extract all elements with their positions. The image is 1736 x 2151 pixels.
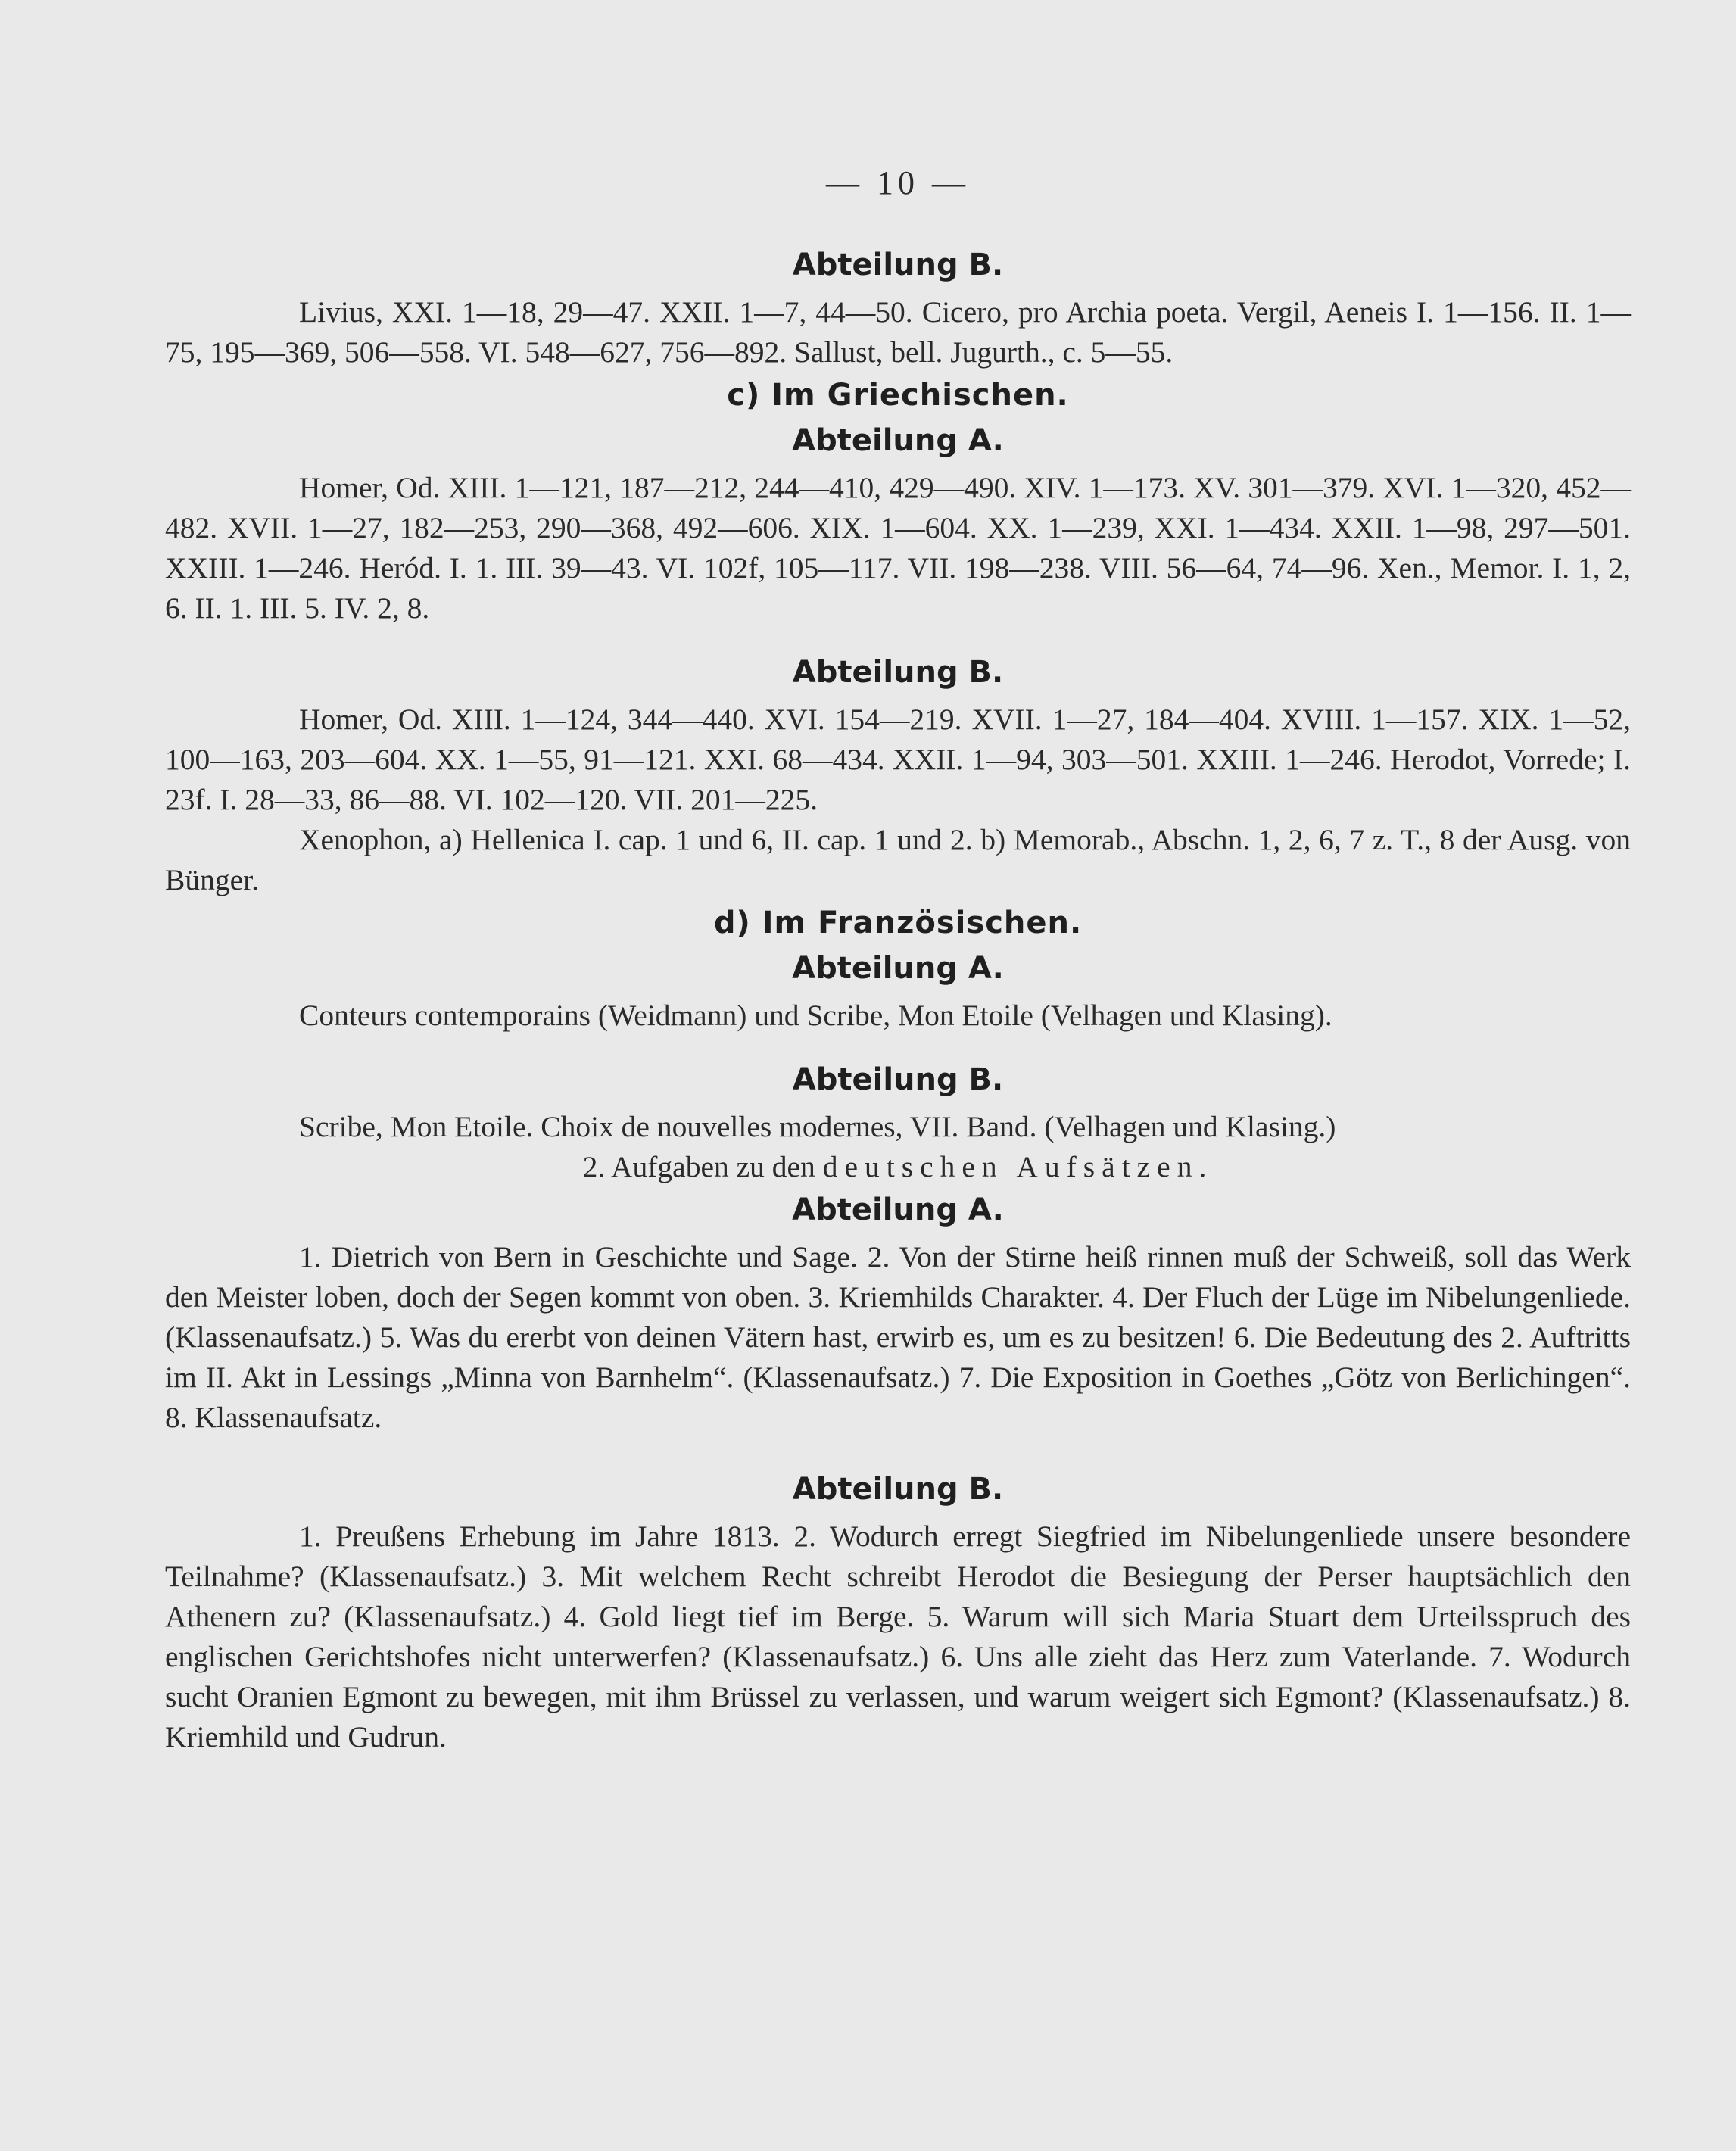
essays-a-text: 1. Dietrich von Bern in Geschichte und Sage. 2. Von der Stirne heiß rinnen muß der Schweiß, soll das Werk den Meister loben, doch der Segen kommt von oben. 3. Kriemhilds Charakter. 4. Der Fluch der Lüge im Nibelungenliede. (Klassenaufsatz.) 5. Was du ererbt von deinen Vätern hast, erwirb es, um es zu besitzen! 6. Die Bedeutung des 2. Auftritts im II. Akt in Lessings „Minna von Barnhelm“. (Klassenaufsatz.) 7. Die Exposition in Goethes „Götz von Berlichingen“. 8. Klassenaufsatz. <box>165 1240 1631 1434</box>
french-b-heading: Abteilung B. <box>792 1062 1004 1097</box>
greek-a-text: Homer, Od. XIII. 1—121, 187—212, 244—410, 429—490. XIV. 1—173. XV. 301—379. XVI. 1—320, 452—482. XVII. 1—27, 182—253, 290—368, 492—606. XIX. 1—604. XX. 1—239, XXI. 1—434. XXII. 1—98, 297—501. XXIII. 1—246. Heród. I. 1. III. 39—43. VI. 102f, 105—117. VII. 198—238. VIII. 56—64, 74—96. Xen., Memor. I. 1, 2, 6. II. 1. III. 5. IV. 2, 8. <box>165 471 1631 625</box>
french-a-heading: Abteilung A. <box>792 951 1004 986</box>
french-a-text: Conteurs contemporains (Weidmann) und Scribe, Mon Etoile (Velhagen und Klasing). <box>299 999 1332 1032</box>
greek-b-text-xenophon: Xenophon, a) Hellenica I. cap. 1 und 6, II. cap. 1 und 2. b) Memorab., Abschn. 1, 2, 6, 7 z. T., 8 der Ausg. von Bünger. <box>165 823 1631 896</box>
essays-a-heading: Abteilung A. <box>792 1192 1004 1227</box>
french-section-title: d) Im Französischen. <box>713 906 1083 940</box>
essays-b-text: 1. Preußens Erhebung im Jahre 1813. 2. Wodurch erregt Siegfried im Nibelungenliede unsere besondere Teilnahme? (Klassenaufsatz.) 3. Mit welchem Recht schreibt Herodot die Besiegung der Perser hauptsächlich den Athenern zu? (Klassenaufsatz.) 4. Gold liegt tief im Berge. 5. Warum will sich Maria Stuart dem Urteilsspruch des englischen Gerichtshofes nicht unterwerfen? (Klassenaufsatz.) 6. Uns alle zieht das Herz zum Vaterlande. 7. Wodurch sucht Oranien Egmont zu bewegen, mit ihm Brüssel zu verlassen, und warum weigert sich Egmont? (Klassenaufsatz.) 8. Kriemhild und Gudrun. <box>165 1520 1631 1754</box>
page-number: — 10 — <box>826 164 970 201</box>
greek-section-title: c) Im Griechischen. <box>727 378 1069 413</box>
essays-section-title <box>165 1147 1631 1187</box>
page-content <box>165 159 1631 1757</box>
greek-b-heading: Abteilung B. <box>792 655 1004 690</box>
essays-title-spaced: deutschen Aufsätzen. <box>822 1150 1214 1183</box>
essays-title-prefix: 2. Aufgaben zu den <box>582 1150 815 1183</box>
greek-b-text: Homer, Od. XIII. 1—124, 344—440. XVI. 154—219. XVII. 1—27, 184—404. XVIII. 1—157. XIX. 1—52, 100—163, 203—604. XX. 1—55, 91—121. XXI. 68—434. XXII. 1—94, 303—501. XXIII. 1—246. Herodot, Vorrede; I. 23f. I. 28—33, 86—88. VI. 102—120. VII. 201—225. <box>165 703 1631 816</box>
latin-b-heading: Abteilung B. <box>792 248 1004 282</box>
latin-b-text: Livius, XXI. 1—18, 29—47. XXII. 1—7, 44—50. Cicero, pro Archia poeta. Vergil, Aeneis I. 1—156. II. 1—75, 195—369, 506—558. VI. 548—627, 756—892. Sallust, bell. Jugurth., c. 5—55. <box>165 295 1631 369</box>
french-b-text: Scribe, Mon Etoile. Choix de nouvelles modernes, VII. Band. (Velhagen und Klasing.) <box>299 1110 1336 1143</box>
essays-b-heading: Abteilung B. <box>792 1472 1004 1507</box>
greek-a-heading: Abteilung A. <box>792 423 1004 458</box>
